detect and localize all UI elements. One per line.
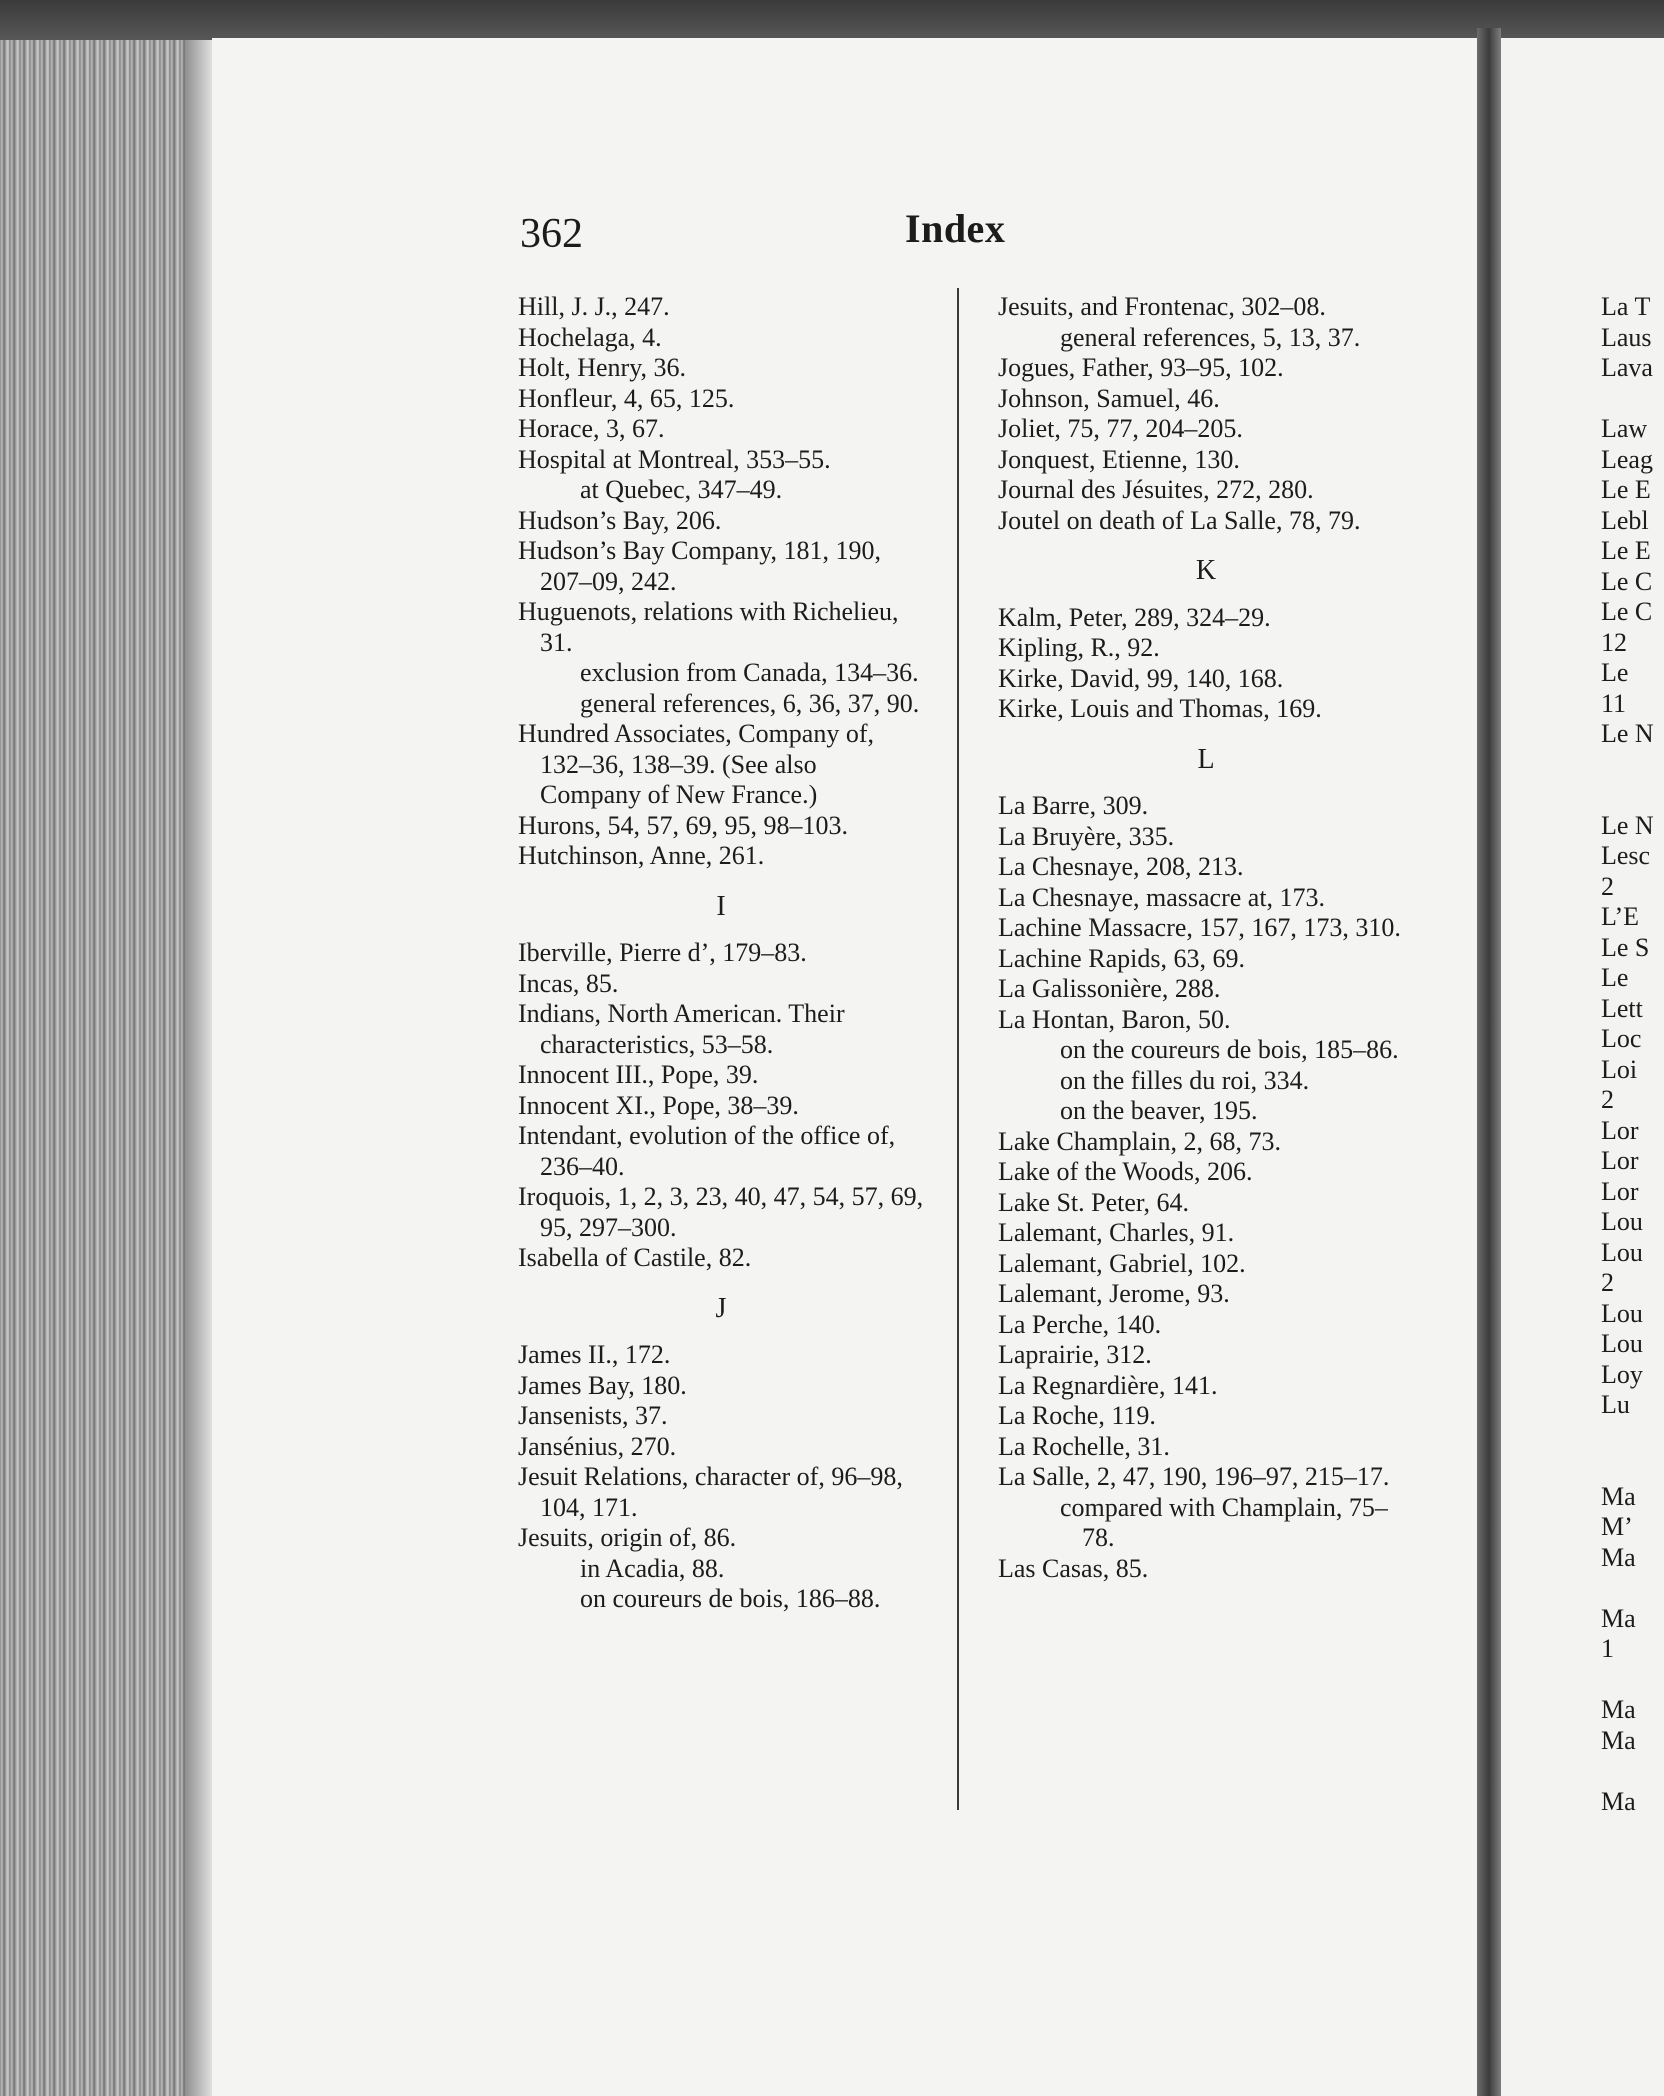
index-entry: Jansenists, 37. — [518, 1401, 668, 1430]
index-entry: Las Casas, 85. — [998, 1553, 1149, 1583]
index-entry: La Regnardière, 141. — [998, 1370, 1218, 1400]
index-subentry: compared with Champlain, 75–78. — [1060, 1492, 1388, 1552]
index-entry: Laprairie, 312. — [998, 1340, 1152, 1369]
index-entry: Horace, 3, 67. — [518, 414, 665, 443]
partial-entry: Lou — [1601, 1329, 1643, 1358]
partial-entry: Lebl — [1601, 505, 1649, 535]
partial-entry: Le S — [1601, 932, 1650, 962]
page-number: 362 — [520, 211, 583, 257]
partial-entry — [1601, 1421, 1664, 1452]
index-entry: Jogues, Father, 93–95, 102. — [998, 353, 1284, 382]
index-entry: Hutchinson, Anne, 261. — [518, 841, 765, 870]
index-entry: Joutel on death of La Salle, 78, 79. — [998, 505, 1361, 535]
partial-entry: Le N — [1601, 810, 1654, 840]
partial-entry — [1601, 750, 1664, 781]
partial-entry: La T — [1601, 292, 1651, 321]
index-entry: Iberville, Pierre d’, 179–83. — [518, 938, 807, 967]
partial-entry: Lett — [1601, 993, 1643, 1023]
partial-entry: Lava — [1601, 353, 1653, 382]
index-entry: James II., 172. — [518, 1340, 671, 1369]
index-entry: Indians, North American. Their characteristics, 53–58. — [518, 999, 845, 1059]
partial-entry: Loc — [1601, 1024, 1642, 1053]
index-entry: Holt, Henry, 36. — [518, 353, 687, 382]
index-entry: La Chesnaye, 208, 213. — [998, 852, 1244, 881]
index-entry: Lake of the Woods, 206. — [998, 1157, 1253, 1186]
partial-entry: 11 — [1601, 688, 1627, 718]
partial-entry — [1601, 1573, 1664, 1604]
index-subentry: on the beaver, 195. — [1060, 1096, 1258, 1125]
index-entry: Innocent XI., Pope, 38–39. — [518, 1090, 799, 1120]
index-entry: Iroquois, 1, 2, 3, 23, 40, 47, 54, 57, 69, 95, 297–300. — [518, 1182, 924, 1242]
book-gutter — [1477, 28, 1501, 2096]
partial-entry — [1601, 384, 1664, 415]
partial-entry: Loy — [1601, 1359, 1643, 1389]
index-entry: Intendant, evolution of the office of, 236–40. — [518, 1121, 896, 1181]
partial-entry: 12 — [1601, 627, 1627, 657]
index-column-left — [518, 292, 924, 1615]
column-rule — [957, 288, 959, 1810]
partial-entry: Lou — [1601, 1207, 1643, 1236]
partial-entry: Lou — [1601, 1298, 1643, 1328]
index-entry: La Chesnaye, massacre at, 173. — [998, 882, 1326, 912]
index-entry: Lachine Massacre, 157, 167, 173, 310. — [998, 913, 1401, 942]
partial-entry: M’ — [1601, 1512, 1633, 1541]
partial-entry: Ma — [1601, 1481, 1636, 1511]
index-entry: Jansénius, 270. — [518, 1431, 677, 1461]
index-entry: Kipling, R., 92. — [998, 633, 1160, 662]
partial-entry: Laus — [1601, 322, 1652, 352]
partial-entry: Law — [1601, 414, 1648, 443]
partial-entry: Le N — [1601, 719, 1654, 748]
partial-entry: Ma — [1601, 1725, 1636, 1755]
index-entry: Hospital at Montreal, 353–55. — [518, 444, 831, 474]
index-entry: Jonquest, Etienne, 130. — [998, 444, 1240, 474]
index-subentry: general references, 6, 36, 37, 90. — [580, 688, 920, 718]
section-letter: L — [1197, 743, 1215, 775]
index-entry: La Bruyère, 335. — [998, 821, 1175, 851]
partial-entry: Le C — [1601, 597, 1653, 626]
index-entry: La Salle, 2, 47, 190, 196–97, 215–17. — [998, 1462, 1390, 1491]
index-entry: La Barre, 309. — [998, 791, 1149, 820]
index-entry: La Perche, 140. — [998, 1309, 1162, 1339]
index-column-right-partial — [1601, 292, 1664, 1817]
partial-entry: Lou — [1601, 1237, 1643, 1267]
book-page-edges — [0, 40, 215, 2096]
index-column-middle — [998, 292, 1414, 1584]
partial-entry: 2 — [1601, 871, 1614, 901]
index-entry: Innocent III., Pope, 39. — [518, 1060, 759, 1089]
index-entry: Joliet, 75, 77, 204–205. — [998, 414, 1243, 443]
partial-entry: Ma — [1601, 1695, 1636, 1724]
partial-entry: Lor — [1601, 1115, 1639, 1145]
index-entry: Hurons, 54, 57, 69, 95, 98–103. — [518, 810, 849, 840]
index-entry: Huguenots, relations with Richelieu, 31. — [518, 597, 899, 657]
index-entry: Kalm, Peter, 289, 324–29. — [998, 602, 1271, 632]
index-subentry: general references, 5, 13, 37. — [1060, 322, 1361, 352]
index-subentry: exclusion from Canada, 134–36. — [580, 658, 919, 687]
index-entry: Jesuit Relations, character of, 96–98, 104, 171. — [518, 1462, 903, 1522]
partial-entry: Ma — [1601, 1542, 1636, 1572]
index-entry: Hill, J. J., 247. — [518, 292, 670, 321]
index-entry: Isabella of Castile, 82. — [518, 1243, 752, 1272]
partial-entry: L’E — [1601, 902, 1640, 931]
index-entry: Jesuits, origin of, 86. — [518, 1523, 737, 1552]
partial-entry: Le C — [1601, 566, 1653, 596]
index-entry: Lalemant, Jerome, 93. — [998, 1279, 1230, 1308]
index-entry: Kirke, Louis and Thomas, 169. — [998, 694, 1322, 723]
index-subentry: on coureurs de bois, 186–88. — [580, 1584, 881, 1613]
section-letter: K — [1195, 555, 1217, 586]
partial-entry: 2 — [1601, 1268, 1614, 1297]
index-entry: Lake Champlain, 2, 68, 73. — [998, 1126, 1282, 1156]
index-entry: La Galissonière, 288. — [998, 974, 1221, 1003]
partial-entry: Lu — [1601, 1390, 1630, 1419]
index-entry: Lalemant, Gabriel, 102. — [998, 1248, 1246, 1278]
partial-entry: Ma — [1601, 1603, 1636, 1633]
index-entry: Incas, 85. — [518, 968, 619, 998]
index-entry: Hochelaga, 4. — [518, 322, 662, 352]
index-subentry: in Acadia, 88. — [580, 1553, 725, 1583]
partial-entry: Le E — [1601, 536, 1651, 565]
index-entry: Hudson’s Bay, 206. — [518, 505, 722, 535]
index-entry: Journal des Jésuites, 272, 280. — [998, 475, 1314, 504]
index-entry: Jesuits, and Frontenac, 302–08. — [998, 292, 1326, 321]
section-letter: J — [715, 1292, 727, 1324]
index-subentry: on the coureurs de bois, 185–86. — [1060, 1035, 1399, 1064]
partial-entry: Le — [1601, 658, 1629, 687]
index-entry: La Hontan, Baron, 50. — [998, 1004, 1231, 1034]
index-entry: Hudson’s Bay Company, 181, 190, 207–09, 242. — [518, 536, 882, 596]
index-entry: Johnson, Samuel, 46. — [998, 383, 1220, 413]
index-entry: Kirke, David, 99, 140, 168. — [998, 663, 1284, 693]
index-entry: Lalemant, Charles, 91. — [998, 1218, 1235, 1247]
partial-entry: Lor — [1601, 1176, 1639, 1206]
partial-entry: Leag — [1601, 444, 1653, 474]
partial-entry: Ma — [1601, 1786, 1636, 1816]
index-entry: Hundred Associates, Company of, 132–36, 138–39. (See also Company of New France.) — [518, 719, 875, 809]
index-entry: James Bay, 180. — [518, 1370, 687, 1400]
index-entry: La Roche, 119. — [998, 1401, 1156, 1430]
partial-entry: Loi — [1601, 1054, 1638, 1084]
partial-entry: 2 — [1601, 1085, 1614, 1114]
partial-entry: Le E — [1601, 475, 1651, 504]
index-entry: Honfleur, 4, 65, 125. — [518, 383, 735, 413]
index-subentry: on the filles du roi, 334. — [1060, 1065, 1310, 1095]
partial-entry — [1601, 1451, 1664, 1482]
partial-entry: Le — [1601, 963, 1629, 992]
partial-entry — [1601, 780, 1664, 811]
index-entry: La Rochelle, 31. — [998, 1431, 1170, 1461]
partial-entry — [1601, 1665, 1664, 1696]
index-subentry: at Quebec, 347–49. — [580, 475, 783, 504]
index-entry: Lake St. Peter, 64. — [998, 1187, 1190, 1217]
running-head: Index — [905, 206, 1006, 251]
partial-entry: 1 — [1601, 1634, 1614, 1663]
partial-entry: Lesc — [1601, 841, 1651, 870]
partial-entry: Lor — [1601, 1146, 1639, 1175]
index-entry: Lachine Rapids, 63, 69. — [998, 943, 1245, 973]
section-letter: I — [716, 890, 726, 922]
partial-entry — [1601, 1756, 1664, 1787]
